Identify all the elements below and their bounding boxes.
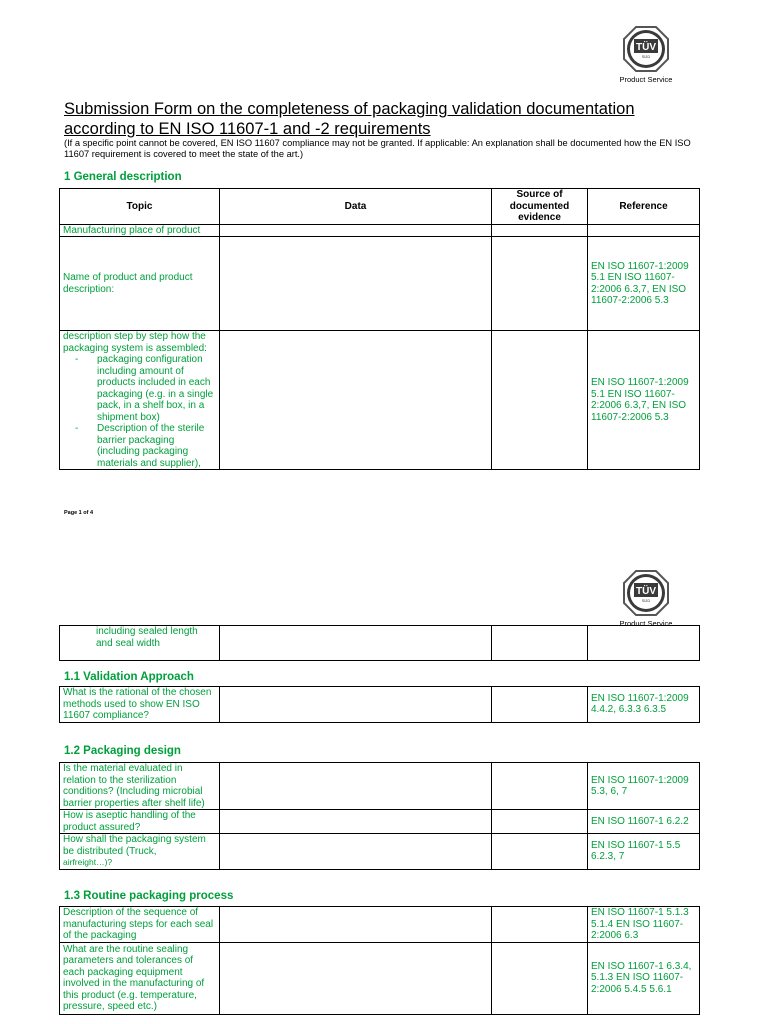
data-cell[interactable] bbox=[220, 224, 492, 237]
source-cell[interactable] bbox=[492, 907, 588, 943]
table-row bbox=[60, 763, 700, 810]
topic-cell: including sealed length and seal width bbox=[60, 626, 220, 661]
source-cell[interactable] bbox=[492, 687, 588, 723]
table-row bbox=[60, 907, 700, 943]
tuv-seal-icon bbox=[622, 569, 670, 617]
topic-cell: What is the rational of the chosen methods used to show EN ISO 11607 compliance? bbox=[60, 687, 220, 723]
source-cell[interactable] bbox=[492, 834, 588, 870]
topic-cell: How is aseptic handling of the product assured? bbox=[60, 810, 220, 834]
source-cell[interactable] bbox=[492, 810, 588, 834]
table-row bbox=[60, 942, 700, 1014]
reference-cell: EN ISO 11607-1 5.5 6.2.3, 7 bbox=[588, 834, 700, 870]
topic-cell: Is the material evaluated in relation to the sterilization conditions? (Including microbial barrier properties after shelf life) bbox=[60, 763, 220, 810]
reference-cell: EN ISO 11607-1:2009 4.4.2, 6.3.3 6.3.5 bbox=[588, 687, 700, 723]
source-cell[interactable] bbox=[492, 626, 588, 661]
column-header-topic: Topic bbox=[60, 189, 220, 225]
data-cell[interactable] bbox=[220, 626, 492, 661]
data-cell[interactable] bbox=[220, 237, 492, 331]
reference-cell: EN ISO 11607-1:2009 5.1 EN ISO 11607-2:2006 6.3,7, EN ISO 11607-2:2006 5.3 bbox=[588, 237, 700, 331]
column-header-data: Data bbox=[220, 189, 492, 225]
svg-text:TÜV: TÜV bbox=[636, 586, 656, 597]
source-cell[interactable] bbox=[492, 331, 588, 470]
topic-cell: What are the routine sealing parameters and tolerances of each packaging equipment involved in the manufacturing of this product (e.g. temperature, pressure, speed etc.) bbox=[60, 942, 220, 1014]
general-description-table bbox=[59, 188, 700, 470]
page-number: Page 1 of 4 bbox=[64, 510, 94, 516]
topic-cell bbox=[60, 834, 220, 870]
source-cell[interactable] bbox=[492, 237, 588, 331]
list-item: - Description of the sterile barrier packaging (including packaging materials and supplier), bbox=[97, 423, 216, 469]
table-row bbox=[60, 810, 700, 834]
reference-cell: EN ISO 11607-1:2009 5.1 EN ISO 11607-2:2006 6.3,7, EN ISO 11607-2:2006 5.3 bbox=[588, 331, 700, 470]
data-cell[interactable] bbox=[220, 331, 492, 470]
packaging-design-table bbox=[59, 762, 700, 870]
reference-cell: EN ISO 11607-1 6.3.4, 5.1.3 EN ISO 11607-2:2006 5.4.5 5.6.1 bbox=[588, 942, 700, 1014]
data-cell[interactable] bbox=[220, 763, 492, 810]
table-row bbox=[60, 224, 700, 237]
svg-text:TÜV: TÜV bbox=[636, 42, 656, 53]
section-heading-general: 1 General description bbox=[64, 171, 182, 183]
section-heading-routine-packaging: 1.3 Routine packaging process bbox=[64, 890, 234, 902]
tuv-seal-icon bbox=[622, 25, 670, 73]
column-header-source: Source of documented evidence bbox=[492, 189, 588, 225]
source-cell[interactable] bbox=[492, 763, 588, 810]
table-row bbox=[60, 687, 700, 723]
data-cell[interactable] bbox=[220, 810, 492, 834]
logo-caption: Product Service bbox=[619, 75, 673, 84]
data-cell[interactable] bbox=[220, 834, 492, 870]
topic-text: description step by step how the packaging system is assembled: bbox=[63, 331, 207, 354]
instruction-note: (If a specific point cannot be covered, EN ISO 11607 compliance may not be granted. If applicable: An explanation shall be documented how the EN ISO 11607 requirement is covered to meet the state of the art.) bbox=[64, 138, 691, 159]
topic-cell: Description of the sequence of manufacturing steps for each seal of the packaging bbox=[60, 907, 220, 943]
list-item: - packaging configuration including amount of products included in each packaging (e.g. in a single pack, in a shelf box, in a shipment box) bbox=[97, 354, 216, 423]
topic-cell: Manufacturing place of product bbox=[60, 224, 220, 237]
table-row bbox=[60, 331, 700, 470]
topic-cell bbox=[60, 331, 220, 470]
tuv-logo bbox=[600, 569, 692, 628]
reference-cell bbox=[588, 224, 700, 237]
data-cell[interactable] bbox=[220, 907, 492, 943]
table-row bbox=[60, 626, 700, 661]
source-cell[interactable] bbox=[492, 942, 588, 1014]
svg-text:SÜD: SÜD bbox=[641, 598, 651, 603]
topic-text: How shall the packaging system be distributed (Truck, bbox=[63, 834, 206, 857]
routine-packaging-table bbox=[59, 906, 700, 1015]
topic-text-small: airfreight…)? bbox=[63, 857, 113, 867]
data-cell[interactable] bbox=[220, 942, 492, 1014]
reference-cell: EN ISO 11607-1:2009 5.3, 6, 7 bbox=[588, 763, 700, 810]
title-line-2: according to EN ISO 11607-1 and -2 requirements bbox=[64, 120, 431, 138]
svg-text:SÜD: SÜD bbox=[641, 54, 651, 59]
topic-cell: Name of product and product description: bbox=[60, 237, 220, 331]
data-cell[interactable] bbox=[220, 687, 492, 723]
section-heading-validation: 1.1 Validation Approach bbox=[64, 671, 194, 683]
page-title bbox=[64, 99, 704, 139]
table-row bbox=[60, 237, 700, 331]
column-header-reference: Reference bbox=[588, 189, 700, 225]
reference-cell bbox=[588, 626, 700, 661]
continued-table bbox=[59, 625, 700, 661]
source-cell[interactable] bbox=[492, 224, 588, 237]
reference-cell: EN ISO 11607-1 6.2.2 bbox=[588, 810, 700, 834]
topic-bullet-list bbox=[63, 354, 216, 469]
title-line-1: Submission Form on the completeness of packaging validation documentation bbox=[64, 100, 635, 118]
validation-approach-table bbox=[59, 686, 700, 723]
table-row bbox=[60, 834, 700, 870]
section-heading-packaging-design: 1.2 Packaging design bbox=[64, 745, 181, 757]
reference-cell: EN ISO 11607-1 5.1.3 5.1.4 EN ISO 11607-2:2006 6.3 bbox=[588, 907, 700, 943]
tuv-logo bbox=[600, 25, 692, 84]
logo-caption: Product Service bbox=[619, 619, 673, 628]
